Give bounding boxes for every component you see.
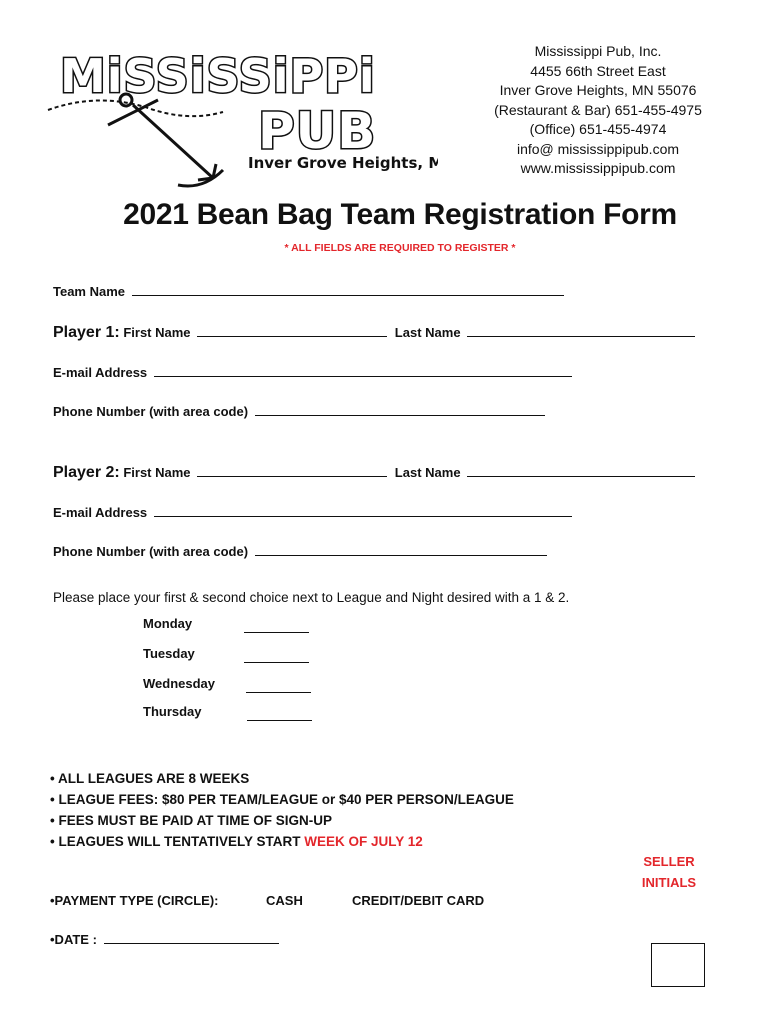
player1-phone-row (53, 404, 545, 419)
team-name-label: Team Name (53, 284, 126, 299)
logo-graphic (38, 30, 438, 195)
night-tuesday-label: Tuesday (143, 646, 195, 661)
player1-first-name-label: First Name (123, 325, 191, 340)
form-title: 2021 Bean Bag Team Registration Form (123, 198, 677, 231)
date-row (50, 932, 279, 947)
contact-email: info@ mississippipub.com (516, 140, 680, 157)
date-field[interactable] (104, 932, 279, 944)
player2-email-label: E-mail Address (53, 505, 148, 520)
night-monday-field[interactable] (244, 621, 309, 633)
player2-first-name-field[interactable] (197, 465, 387, 477)
night-thursday-field[interactable] (247, 709, 312, 721)
restaurant-phone: (Restaurant & Bar) 651-455-4975 (494, 101, 702, 118)
player1-email-row (53, 365, 572, 380)
player2-email-field[interactable] (154, 505, 572, 517)
payment-option-card[interactable]: CREDIT/DEBIT CARD (352, 893, 485, 908)
payment-option-cash[interactable]: CASH (266, 893, 303, 908)
website: www.mississippipub.com (520, 160, 676, 176)
bullet-start-date (50, 831, 514, 852)
anchor-icon (108, 94, 223, 186)
street-address: 4455 66th Street East (530, 62, 666, 79)
player2-last-name-label: Last Name (394, 465, 461, 480)
payment-type-label: •PAYMENT TYPE (CIRCLE): (50, 893, 219, 908)
seller-label-line2: INITIALS (641, 875, 697, 890)
night-thursday-label: Thursday (143, 704, 202, 719)
team-name-row (53, 284, 564, 299)
player2-last-name-field[interactable] (467, 465, 695, 477)
logo-word-top: MiSSiSSiPPi (60, 49, 376, 103)
logo-subtitle: Inver Grove Heights, MN (248, 154, 438, 172)
city-state-zip: Inver Grove Heights, MN 55076 (499, 82, 697, 98)
player1-name-row (53, 324, 695, 342)
night-wednesday-label: Wednesday (143, 676, 216, 691)
player2-phone-label: Phone Number (with area code) (53, 544, 249, 559)
player1-label: Player 1: (53, 324, 120, 341)
team-name-field[interactable] (132, 284, 564, 296)
seller-initials-box[interactable] (651, 943, 705, 987)
night-tuesday-field[interactable] (244, 651, 309, 663)
league-info-list (50, 768, 514, 852)
player2-label: Player 2: (53, 464, 120, 481)
contact-address-block (478, 42, 718, 179)
night-wednesday-field[interactable] (246, 681, 311, 693)
player1-email-field[interactable] (154, 365, 572, 377)
company-name: Mississippi Pub, Inc. (534, 43, 662, 59)
player1-first-name-field[interactable] (197, 325, 387, 337)
player2-phone-field[interactable] (255, 544, 547, 556)
date-label: •DATE : (50, 932, 97, 947)
player2-first-name-label: First Name (123, 465, 191, 480)
bullet-league-length: • ALL LEAGUES ARE 8 WEEKS (50, 771, 250, 786)
seller-label-line1: SELLER (643, 854, 695, 869)
player1-phone-field[interactable] (255, 404, 545, 416)
bullet-payment-timing: • FEES MUST BE PAID AT TIME OF SIGN-UP (50, 813, 332, 828)
office-phone: (Office) 651-455-4974 (529, 121, 667, 137)
player1-last-name-field[interactable] (467, 325, 695, 337)
player2-email-row (53, 505, 572, 520)
player1-last-name-label: Last Name (394, 325, 461, 340)
start-date-prefix: • LEAGUES WILL TENTATIVELY START (50, 834, 305, 849)
player2-phone-row (53, 544, 547, 559)
night-choice-instruction: Please place your first & second choice next to League and Night desired with a 1 & 2. (53, 590, 570, 605)
start-date-highlight: WEEK OF JULY 12 (304, 834, 423, 849)
night-monday-label: Monday (143, 616, 193, 631)
bullet-league-fees: • LEAGUE FEES: $80 PER TEAM/LEAGUE or $40 PER PERSON/LEAGUE (50, 792, 514, 807)
player1-email-label: E-mail Address (53, 365, 148, 380)
required-note: * ALL FIELDS ARE REQUIRED TO REGISTER * (284, 242, 516, 254)
player2-name-row (53, 464, 695, 482)
player1-phone-label: Phone Number (with area code) (53, 404, 249, 419)
logo-word-bottom: PUB (258, 102, 377, 160)
mississippi-pub-logo (38, 30, 438, 195)
seller-initials-label (630, 851, 708, 893)
